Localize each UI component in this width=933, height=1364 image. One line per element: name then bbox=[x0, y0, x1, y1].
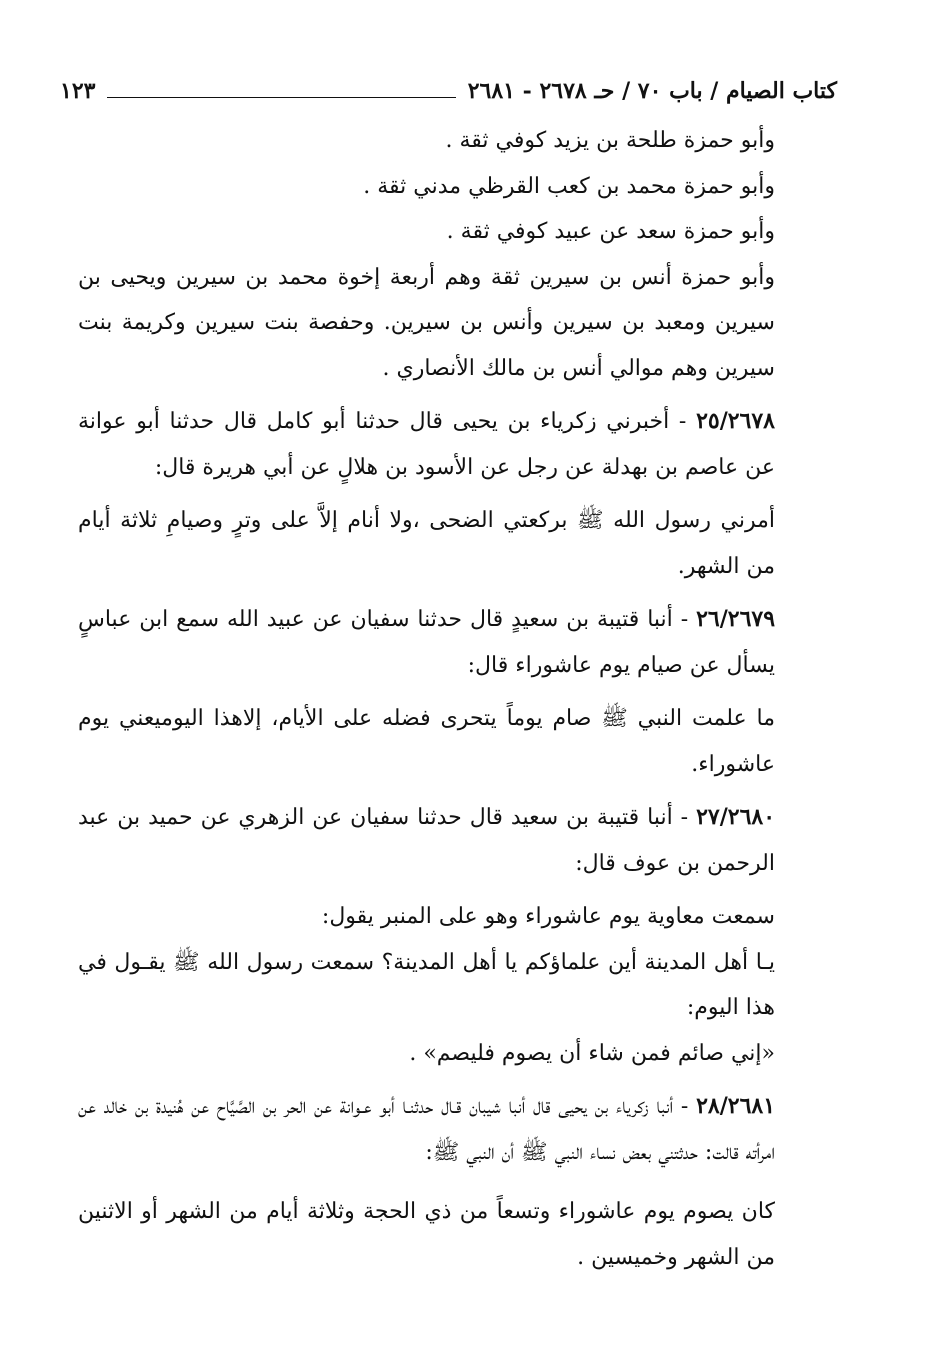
page-header bbox=[60, 74, 837, 108]
hadith-number: ٢٧/٢٦٨٠ bbox=[696, 804, 776, 830]
isnad-text: أنبا قتيبة بن سعيدٍ قال حدثنا سفيان عن عبيد الله سمع ابن عباسٍ يسأل عن صيام يوم عاشوراء قال: bbox=[78, 607, 775, 678]
hadith-isnad: ٢٦/٢٦٧٩ - أنبا قتيبة بن سعيدٍ قال حدثنا سفيان عن عبيد الله سمع ابن عباسٍ يسأل عن صيام يوم عاشوراء قال: bbox=[78, 606, 776, 678]
running-title: كتاب الصيام / باب ٧٠ / حـ ٢٦٧٨ - ٢٦٨١ bbox=[467, 78, 837, 104]
narrator-line: وأبو حمزة محمد بن كعب القرظي مدني ثقة . bbox=[363, 173, 775, 199]
hadith-number: ٢٦/٢٦٧٩ bbox=[696, 606, 776, 632]
narrator-line: وأبو حمزة طلحة بن يزيد كوفي ثقة . bbox=[445, 128, 775, 153]
page-number: ١٢٣ bbox=[60, 78, 96, 104]
hadith-isnad: ٢٥/٢٦٧٨ - أخبرني زكرياء بن يحيى قال حدثنا أبو كامل قال حدثنا أبو عوانة عن عاصم بن بهدلة عن رجل عن الأسود بن هلالٍ عن أبي هريرة قال: bbox=[78, 408, 775, 480]
hadith-matn: ما علمت النبي ﷺ صام يوماً يتحرى فضله على الأيام، إلاهذا اليوميعني يوم عاشوراء. bbox=[78, 706, 775, 777]
header-rule bbox=[107, 97, 455, 98]
hadith-isnad: ٢٧/٢٦٨٠ - أنبا قتيبة بن سعيد قال حدثنا سفيان عن الزهري عن حميد بن عبد الرحمن بن عوف قال: bbox=[78, 804, 776, 876]
hadith-number: ٢٥/٢٦٧٨ bbox=[696, 408, 775, 434]
hadith-matn: سمعت معاوية يوم عاشوراء وهو على المنبر يقول: bbox=[321, 904, 775, 929]
narrator-line: وأبو حمزة سعد عن عبيد كوفي ثقة . bbox=[446, 219, 775, 244]
hadith-matn: يـا أهل المدينة أين علماؤكم يا أهل المدينة؟ سمعت رسول الله ﷺ يقـول في هذا اليوم: bbox=[78, 949, 775, 1020]
page-body bbox=[78, 118, 837, 1280]
hadith-matn: «إني صائم فمن شاء أن يصوم فليصم» . bbox=[409, 1040, 775, 1066]
hadith-isnad: ٢٨/٢٦٨١ - أنبا زكرياء بن يحيى قال أنبا شيبان قـال حدثنـا أبو عـوانة عن الحر بن الصَّيَّاح عن هُنيدة بن خالد عن امرأته قالت: حدثتني بعض نساء النبي ﷺ أن النبي ﷺ: bbox=[78, 1093, 776, 1165]
isnad-text: أنبا قتيبة بن سعيد قال حدثنا سفيان عن الزهري عن حميد بن عبد الرحمن بن عوف قال: bbox=[78, 805, 775, 876]
hadith-matn: كان يصوم يوم عاشوراء وتسعاً من ذي الحجة وثلاثة أيام من الشهر أو الاثنين من الشهر وخميسين . bbox=[78, 1199, 775, 1270]
hadith-matn: أمرني رسول الله ﷺ بركعتي الضحى ،ولا أنام إلاَّ على وترٍ وصيامِ ثلاثة أيام من الشهر. bbox=[78, 508, 775, 579]
isnad-text: أخبرني زكرياء بن يحيى قال حدثنا أبو كامل قال حدثنا أبو عوانة عن عاصم بن بهدلة عن رجل عن الأسود بن هلالٍ عن أبي هريرة قال: bbox=[78, 409, 775, 480]
isnad-text: أنبا زكرياء بن يحيى قال أنبا شيبان قـال حدثنـا أبو عـوانة عن الحر بن الصَّيَّاح عن هُنيدة بن خالد عن امرأته قالت: حدثتني بعض نساء النبي ﷺ أن النبي ﷺ: bbox=[78, 1094, 775, 1165]
narrator-paragraph: وأبو حمزة أنس بن سيرين ثقة وهم أربعة إخوة محمد بن سيرين ويحيى بن سيرين ومعبد بن سيرين وأنس بن سيرين. وحفصة بنت سيرين وكريمة بنت سيرين وهم موالي أنس بن مالك الأنصاري . bbox=[78, 264, 775, 381]
hadith-number: ٢٨/٢٦٨١ bbox=[696, 1093, 776, 1119]
